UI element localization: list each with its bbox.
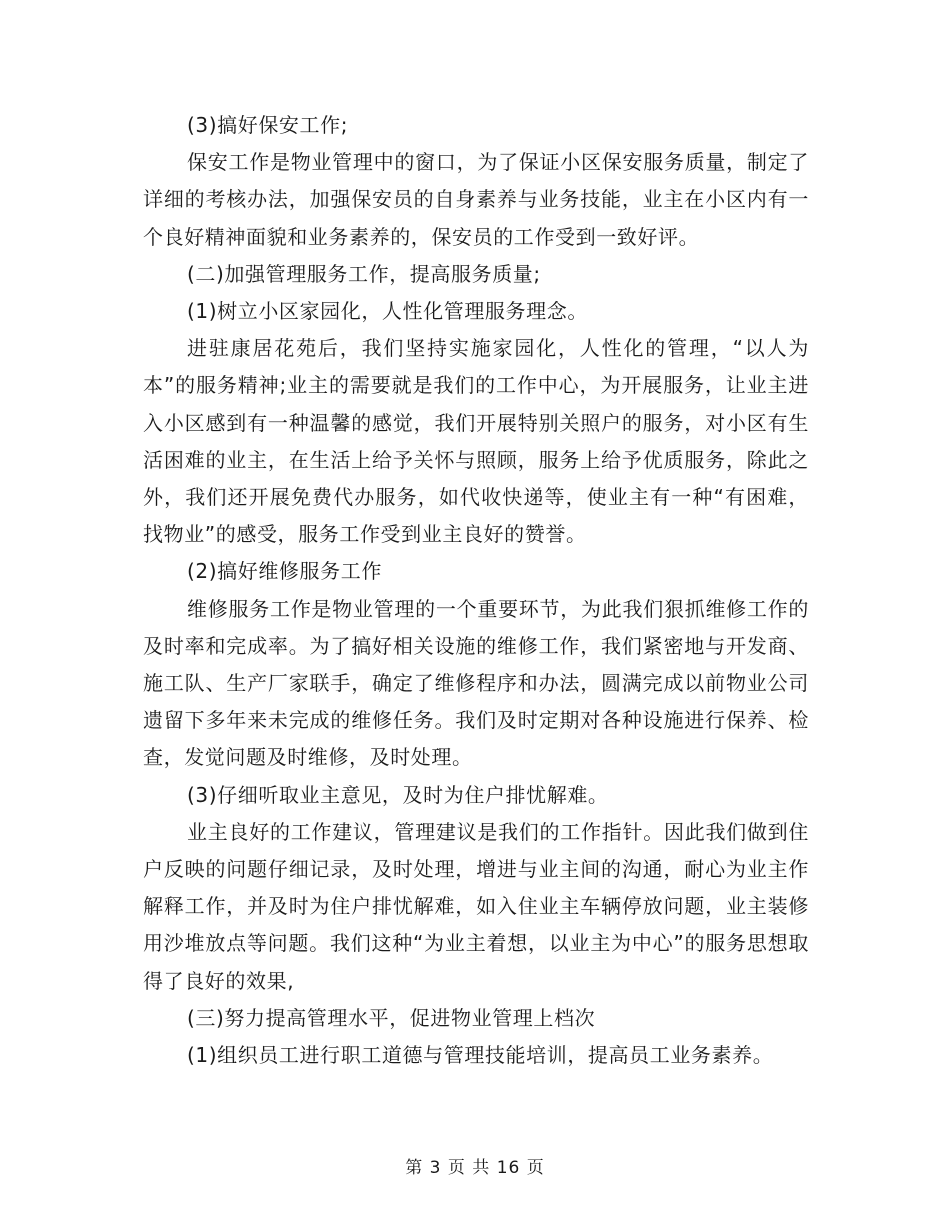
heading-security-work: (3)搞好保安工作; [187,113,349,137]
body-text [143,107,809,1074]
paragraph-service-concept: 进驻康居花苑后，我们坚持实施家园化，人性化的管理，“以人为本”的服务精神;业主的需要就是我们的工作中心，为开展服务，让业主进入小区感到有一种温馨的感觉，我们开展特别关照户的服务，对小区有生活困难的业主，在生活上给予关怀与照顾，服务上给予优质服务，除此之外，我们还开展免费代办服务，如代收快递等，使业主有一种“有困难，找物业”的感受，服务工作受到业主良好的赞誉。 [143,336,809,547]
heading-management-level: (三)努力提高管理水平，促进物业管理上档次 [187,1005,596,1030]
heading-management-service: (二)加强管理服务工作，提高服务质量; [187,261,541,286]
heading-service-concept: (1)树立小区家园化，人性化管理服务理念。 [187,299,588,324]
heading-owner-opinions: (3)仔细听取业主意见，及时为住户排忧解难。 [187,782,609,807]
paragraph-maintenance: 维修服务工作是物业管理的一个重要环节，为此我们狠抓维修工作的及时率和完成率。为了搞好相关设施的维修工作，我们紧密地与开发商、施工队、生产厂家联手，确定了维修程序和办法，圆满完成以前物业公司遗留下多年来未完成的维修任务。我们及时定期对各种设施进行保养、检查，发觉问题及时维修，及时处理。 [143,596,809,770]
heading-maintenance: (2)搞好维修服务工作 [187,559,382,584]
heading-staff-training: (1)组织员工进行职工道德与管理技能培训，提高员工业务素养。 [187,1043,774,1068]
page-footer: 第 3 页 共 16 页 [405,1158,545,1178]
paragraph-owner-opinions: 业主良好的工作建议，管理建议是我们的工作指针。因此我们做到住户反映的问题仔细记录，及时处理，增进与业主间的沟通，耐心为业主作解释工作，并及时为住户排忧解难，如入住业主车辆停放问题，业主装修用沙堆放点等问题。我们这种“为业主着想，以业主为中心”的服务思想取得了良好的效果, [143,819,809,993]
paragraph-security: 保安工作是物业管理中的窗口，为了保证小区保安服务质量，制定了详细的考核办法，加强保安员的自身素养与业务技能，业主在小区内有一个良好精神面貌和业务素养的，保安员的工作受到一致好评。 [143,150,809,249]
